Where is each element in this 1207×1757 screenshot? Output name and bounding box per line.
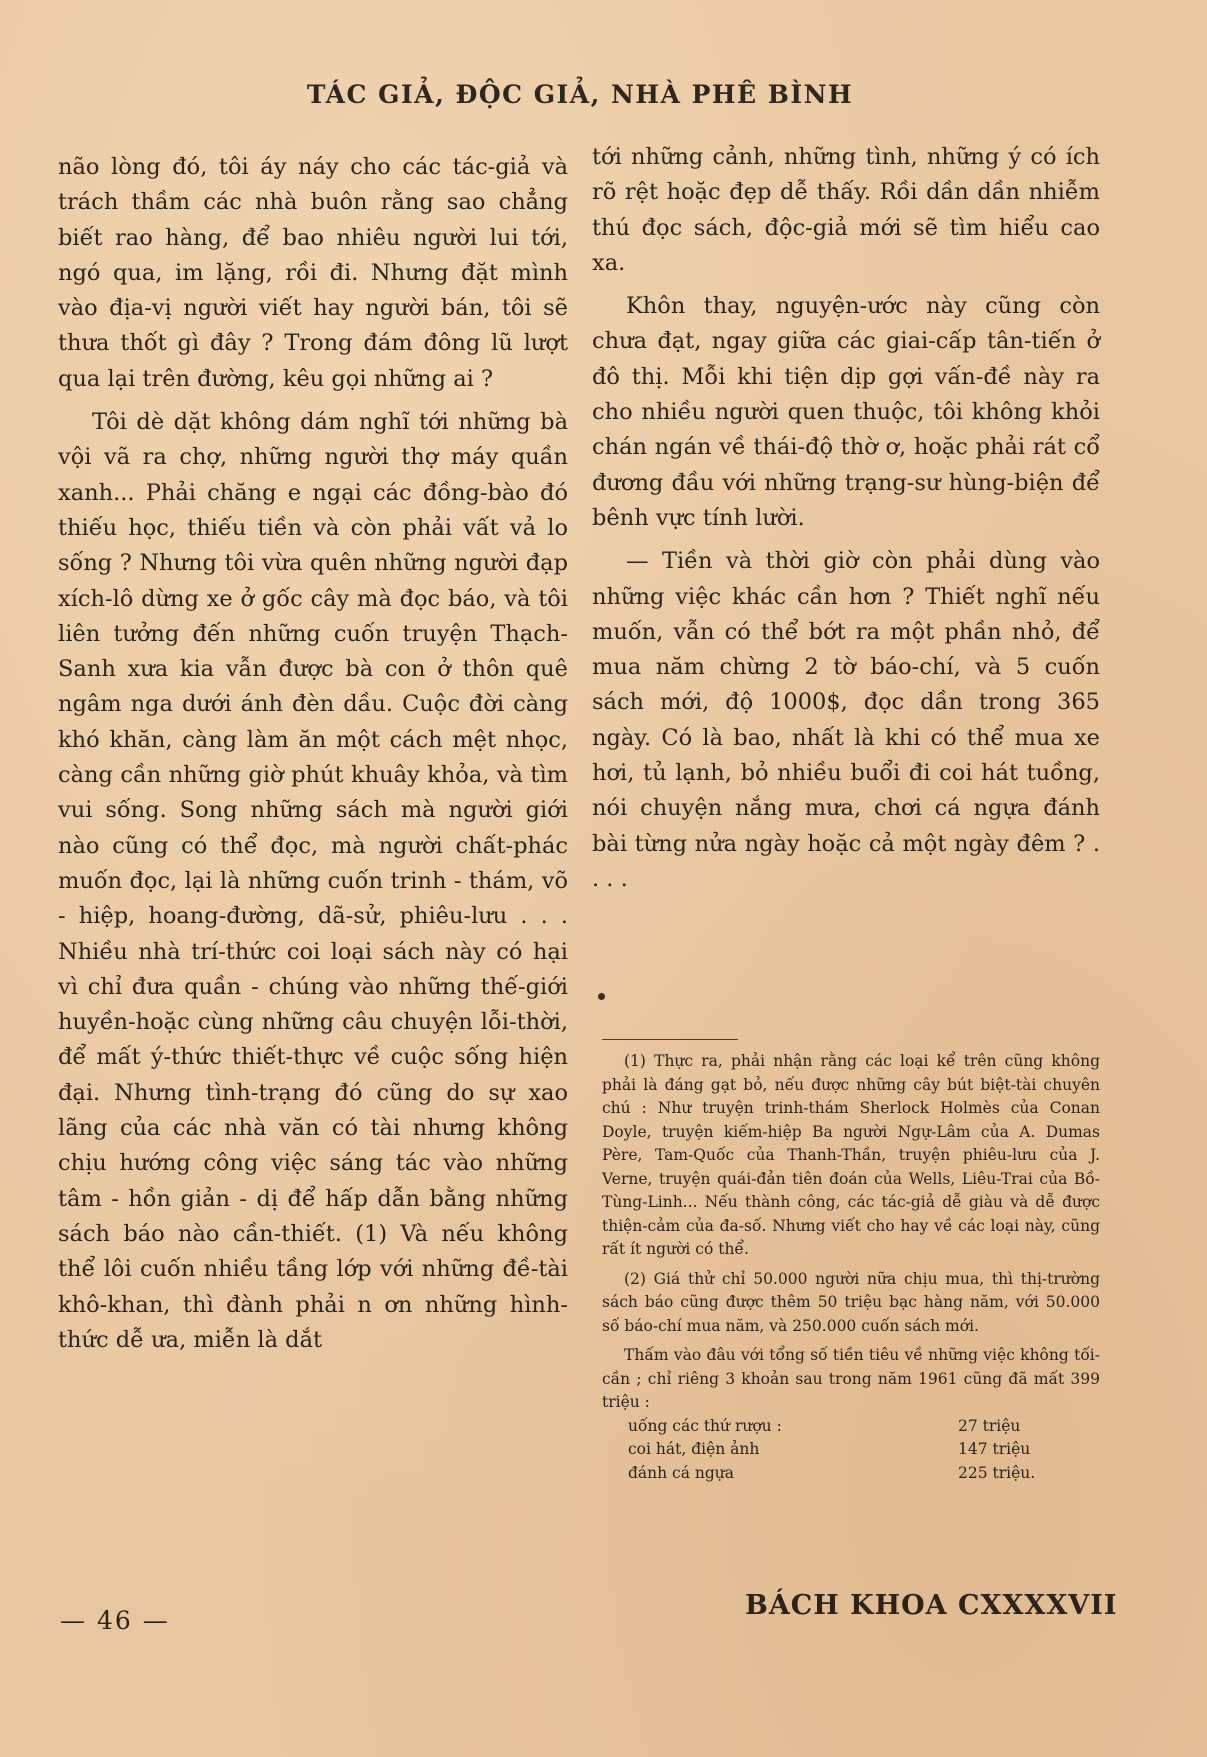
ornament-dot — [598, 993, 605, 1000]
expense-label: đánh cá ngựa — [628, 1463, 735, 1482]
expense-row — [628, 1462, 1098, 1486]
publication-name: BÁCH KHOA CXXXXVII — [745, 1590, 1118, 1621]
footnotes — [602, 1050, 1100, 1485]
expense-label: uống các thứ rượu : — [628, 1416, 782, 1435]
expense-row — [628, 1438, 1098, 1462]
paragraph: Tôi dè dặt không dám nghĩ tới những bà vội vã ra chợ, những người thợ máy quần xanh... Phải chăng e ngại các đồng-bào đó thiếu học, thiếu tiền và còn phải vất vả lo sống ? Nhưng tôi vừa quên những người đạp xích-lô dừng xe ở gốc cây mà đọc báo, và tôi liên tưởng đến những cuốn truyện Thạch-Sanh xưa kia vẫn được bà con ở thôn quê ngâm nga dưới ánh đèn dầu. Cuộc đời càng khó khăn, càng làm ăn một cách mệt nhọc, càng cần những giờ phút khuây khỏa, và tìm vui sống. Song những sách mà người giới nào cũng có thể đọc, mà người chất-phác muốn đọc, lại là những cuốn trinh - thám, võ - hiệp, hoang-đường, dã-sử, phiêu-lưu . . . Nhiều nhà trí-thức coi loại sách này có hại vì chỉ đưa quần - chúng vào những thế-giới huyền-hoặc cùng những câu chuyện lỗi-thời, để mất ý-thức thiết-thực về cuộc sống hiện đại. Nhưng tình-trạng đó cũng do sự xao lãng của các nhà văn có tài nhưng không chịu hướng công việc sáng tác vào những tâm - hồn giản - dị để hấp dẫn bằng những sách báo nào cần-thiết. (1) Và nếu không thể lôi cuốn nhiều tầng lớp với những đề-tài khô-khan, thì đành phải n ơn những hình-thức dễ ưa, miễn là dắt — [58, 409, 568, 1353]
paragraph: não lòng đó, tôi áy náy cho các tác-giả và trách thầm các nhà buôn rằng sao chẳng biết rao hàng, để bao nhiêu người lui tới, ngó qua, im lặng, rồi đi. Nhưng đặt mình vào địa-vị người viết hay người bán, tôi sẽ thưa thốt gì đây ? Trong đám đông lũ lượt qua lại trên đường, kêu gọi những ai ? — [58, 154, 568, 392]
footnote-1: (1) Thực ra, phải nhận rằng các loại kể trên cũng không phải là đáng gạt bỏ, nếu được những cây bút biệt-tài chuyên chú : Như truyện trinh-thám Sherlock Holmès của Conan Doyle, truyện kiếm-hiệp Ba người Ngự-Lâm của A. Dumas Père, Tam-Quốc của Thanh-Thần, truyện phiêu-lưu của J. Verne, truyện quái-đản tiên đoán của Wells, Liêu-Trai của Bồ-Tùng-Linh... Nếu thành công, các tác-giả dễ giàu và dễ được thiện-cảm của đa-số. Nhưng viết cho hay về các loại này, cũng rất ít người có thể. — [602, 1052, 1100, 1258]
footnote-rule — [602, 1039, 738, 1040]
expense-label: coi hát, điện ảnh — [628, 1440, 760, 1458]
paragraph: tới những cảnh, những tình, những ý có ích rõ rệt hoặc đẹp dễ thấy. Rồi dần dần nhiễm thú đọc sách, độc-giả mới sẽ tìm hiểu cao xa. — [592, 144, 1100, 276]
running-header: TÁC GIẢ, ĐỘC GIẢ, NHÀ PHÊ BÌNH — [306, 80, 854, 109]
expense-value: 147 triệu — [958, 1440, 1031, 1458]
footnote-3: Thấm vào đâu với tổng số tiền tiêu về những việc không tối-cần ; chỉ riêng 3 khoản sau trong năm 1961 cũng đã mất 399 triệu : — [602, 1346, 1100, 1411]
footnote-2: (2) Giá thử chỉ 50.000 người nữa chịu mua, thì thị-trường sách báo cũng được thêm 50 triệu bạc hàng năm, với 50.000 số báo-chí mua năm, và 250.000 cuốn sách mới. — [602, 1269, 1100, 1335]
right-column — [592, 140, 1100, 897]
page-number: — 46 — — [60, 1606, 170, 1635]
expense-table — [628, 1415, 1098, 1486]
expense-row — [628, 1415, 1098, 1439]
left-column — [58, 150, 568, 1358]
paragraph: Khôn thay, nguyện-ước này cũng còn chưa đạt, ngay giữa các giai-cấp tân-tiến ở đô thị. Mỗi khi tiện dịp gợi vấn-đề này ra cho nhiều người quen thuộc, tôi không khỏi chán ngán về thái-độ thờ ơ, hoặc phải rát cổ đương đầu với những trạng-sư hùng-biện để bênh vực tính lười. — [592, 293, 1100, 531]
paragraph: — Tiền và thời giờ còn phải dùng vào những việc khác cần hơn ? Thiết nghĩ nếu muốn, vẫn có thể bớt ra một phần nhỏ, để mua năm chừng 2 tờ báo-chí, và 5 cuốn sách mới, độ 1000$, đọc dần trong 365 ngày. Có là bao, nhất là khi có thể mua xe hơi, tủ lạnh, bỏ nhiều buổi đi coi hát tuồng, nói chuyện nắng mưa, chơi cá ngựa đánh bài từng nửa ngày hoặc cả một ngày đêm ? . . . . — [592, 548, 1100, 892]
expense-value: 225 triệu. — [958, 1463, 1036, 1482]
expense-value: 27 triệu — [958, 1416, 1021, 1435]
